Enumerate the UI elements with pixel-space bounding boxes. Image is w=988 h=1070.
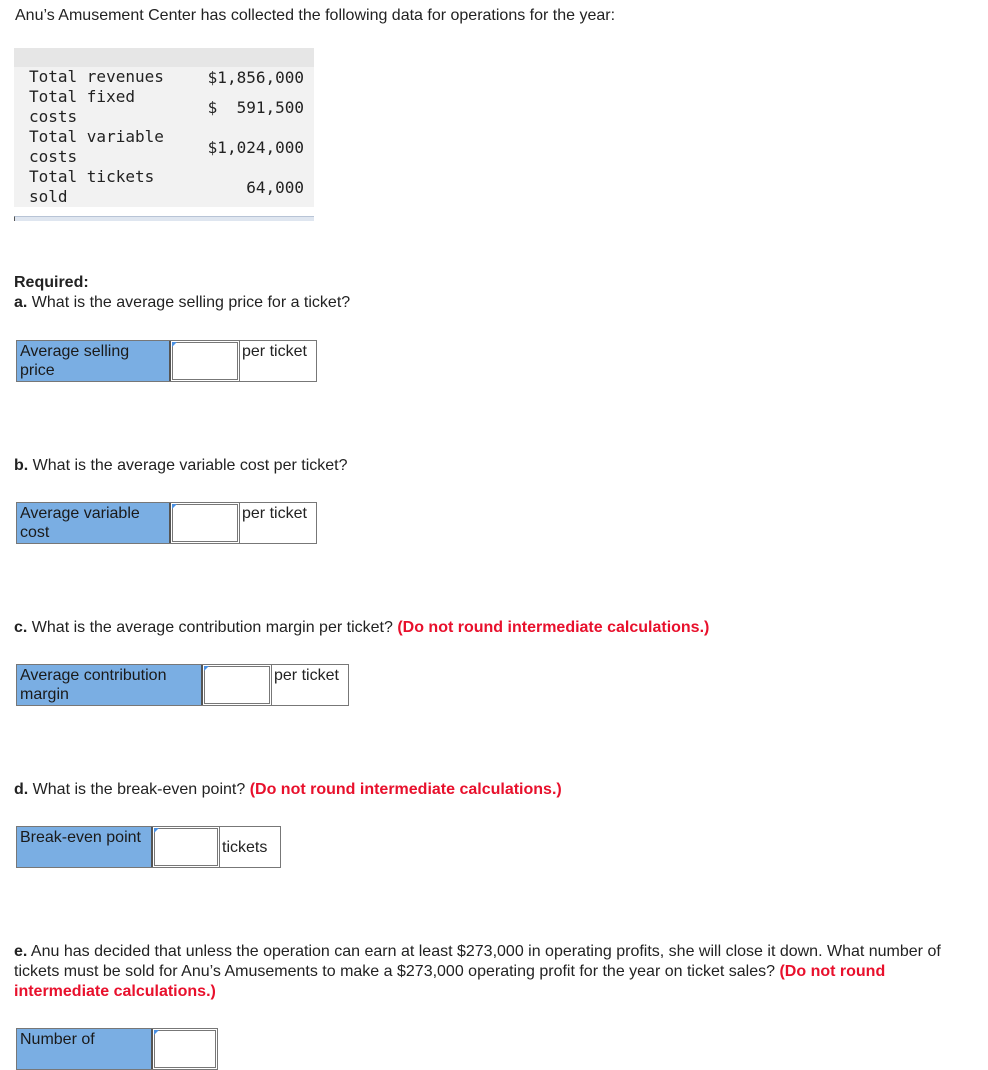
row-value: $1,856,000 (207, 67, 304, 87)
rounding-note: (Do not round intermediate calculations.) (14, 963, 886, 1000)
selling-price-input[interactable] (172, 342, 238, 380)
unit-label: per ticket (271, 665, 348, 705)
target-tickets-input[interactable] (154, 1030, 216, 1068)
question-letter: a. (14, 294, 28, 311)
row-label: Total tickets sold (29, 167, 155, 206)
row-value: $1,024,000 (207, 137, 304, 157)
row-label: Total revenues (29, 67, 164, 86)
answer-row-variable-cost (16, 502, 317, 544)
field-label: Average variable cost (17, 503, 171, 543)
question-c (14, 618, 709, 638)
question-letter: b. (14, 457, 29, 474)
unit-label: per ticket (239, 503, 316, 543)
row-label: Total variable costs (29, 127, 164, 166)
required-heading: Required: (14, 274, 89, 291)
field-label: Average selling price (17, 341, 171, 381)
field-label: Average contribution margin (17, 665, 203, 705)
question-a (14, 273, 350, 313)
answer-row-target-tickets (16, 1028, 218, 1070)
question-d (14, 780, 562, 800)
row-value: 64,000 (246, 177, 304, 197)
variable-cost-input[interactable] (172, 504, 238, 542)
table-row (14, 167, 314, 207)
question-b (14, 456, 348, 476)
question-text: What is the average contribution margin per ticket? (31, 619, 393, 636)
table-scrollbar[interactable] (14, 216, 314, 221)
break-even-input[interactable] (154, 828, 218, 866)
contribution-margin-input[interactable] (204, 666, 270, 704)
answer-row-selling-price (16, 340, 317, 382)
answer-row-contribution-margin (16, 664, 349, 706)
question-text: What is the average selling price for a ticket? (31, 294, 351, 311)
question-letter: d. (14, 781, 29, 798)
row-value: $ 591,500 (207, 97, 304, 117)
operations-data-table (14, 48, 314, 207)
row-label: Total fixed costs (29, 87, 135, 126)
unit-label: per ticket (239, 341, 316, 381)
rounding-note: (Do not round intermediate calculations.) (397, 619, 710, 636)
question-text: What is the break-even point? (32, 781, 246, 798)
question-letter: c. (14, 619, 28, 636)
rounding-note: (Do not round intermediate calculations.) (249, 781, 562, 798)
question-e (14, 942, 964, 1002)
table-row (14, 87, 314, 127)
answer-row-break-even (16, 826, 281, 868)
table-row (14, 127, 314, 167)
question-text: What is the average variable cost per ticket? (32, 457, 348, 474)
question-text: Anu has decided that unless the operation can earn at least $273,000 in operating profits, she will close it down. What number of tickets must be sold for Anu’s Amusements to make a $273,000 operating profit for the year on ticket sales? (14, 943, 941, 980)
table-row (14, 67, 314, 87)
unit-label: tickets (219, 827, 280, 867)
intro-text: Anu’s Amusement Center has collected the following data for operations for the year: (15, 7, 616, 24)
question-letter: e. (14, 943, 28, 960)
field-label: Number of (17, 1029, 153, 1069)
table-header (14, 48, 314, 67)
field-label: Break-even point (17, 827, 153, 867)
